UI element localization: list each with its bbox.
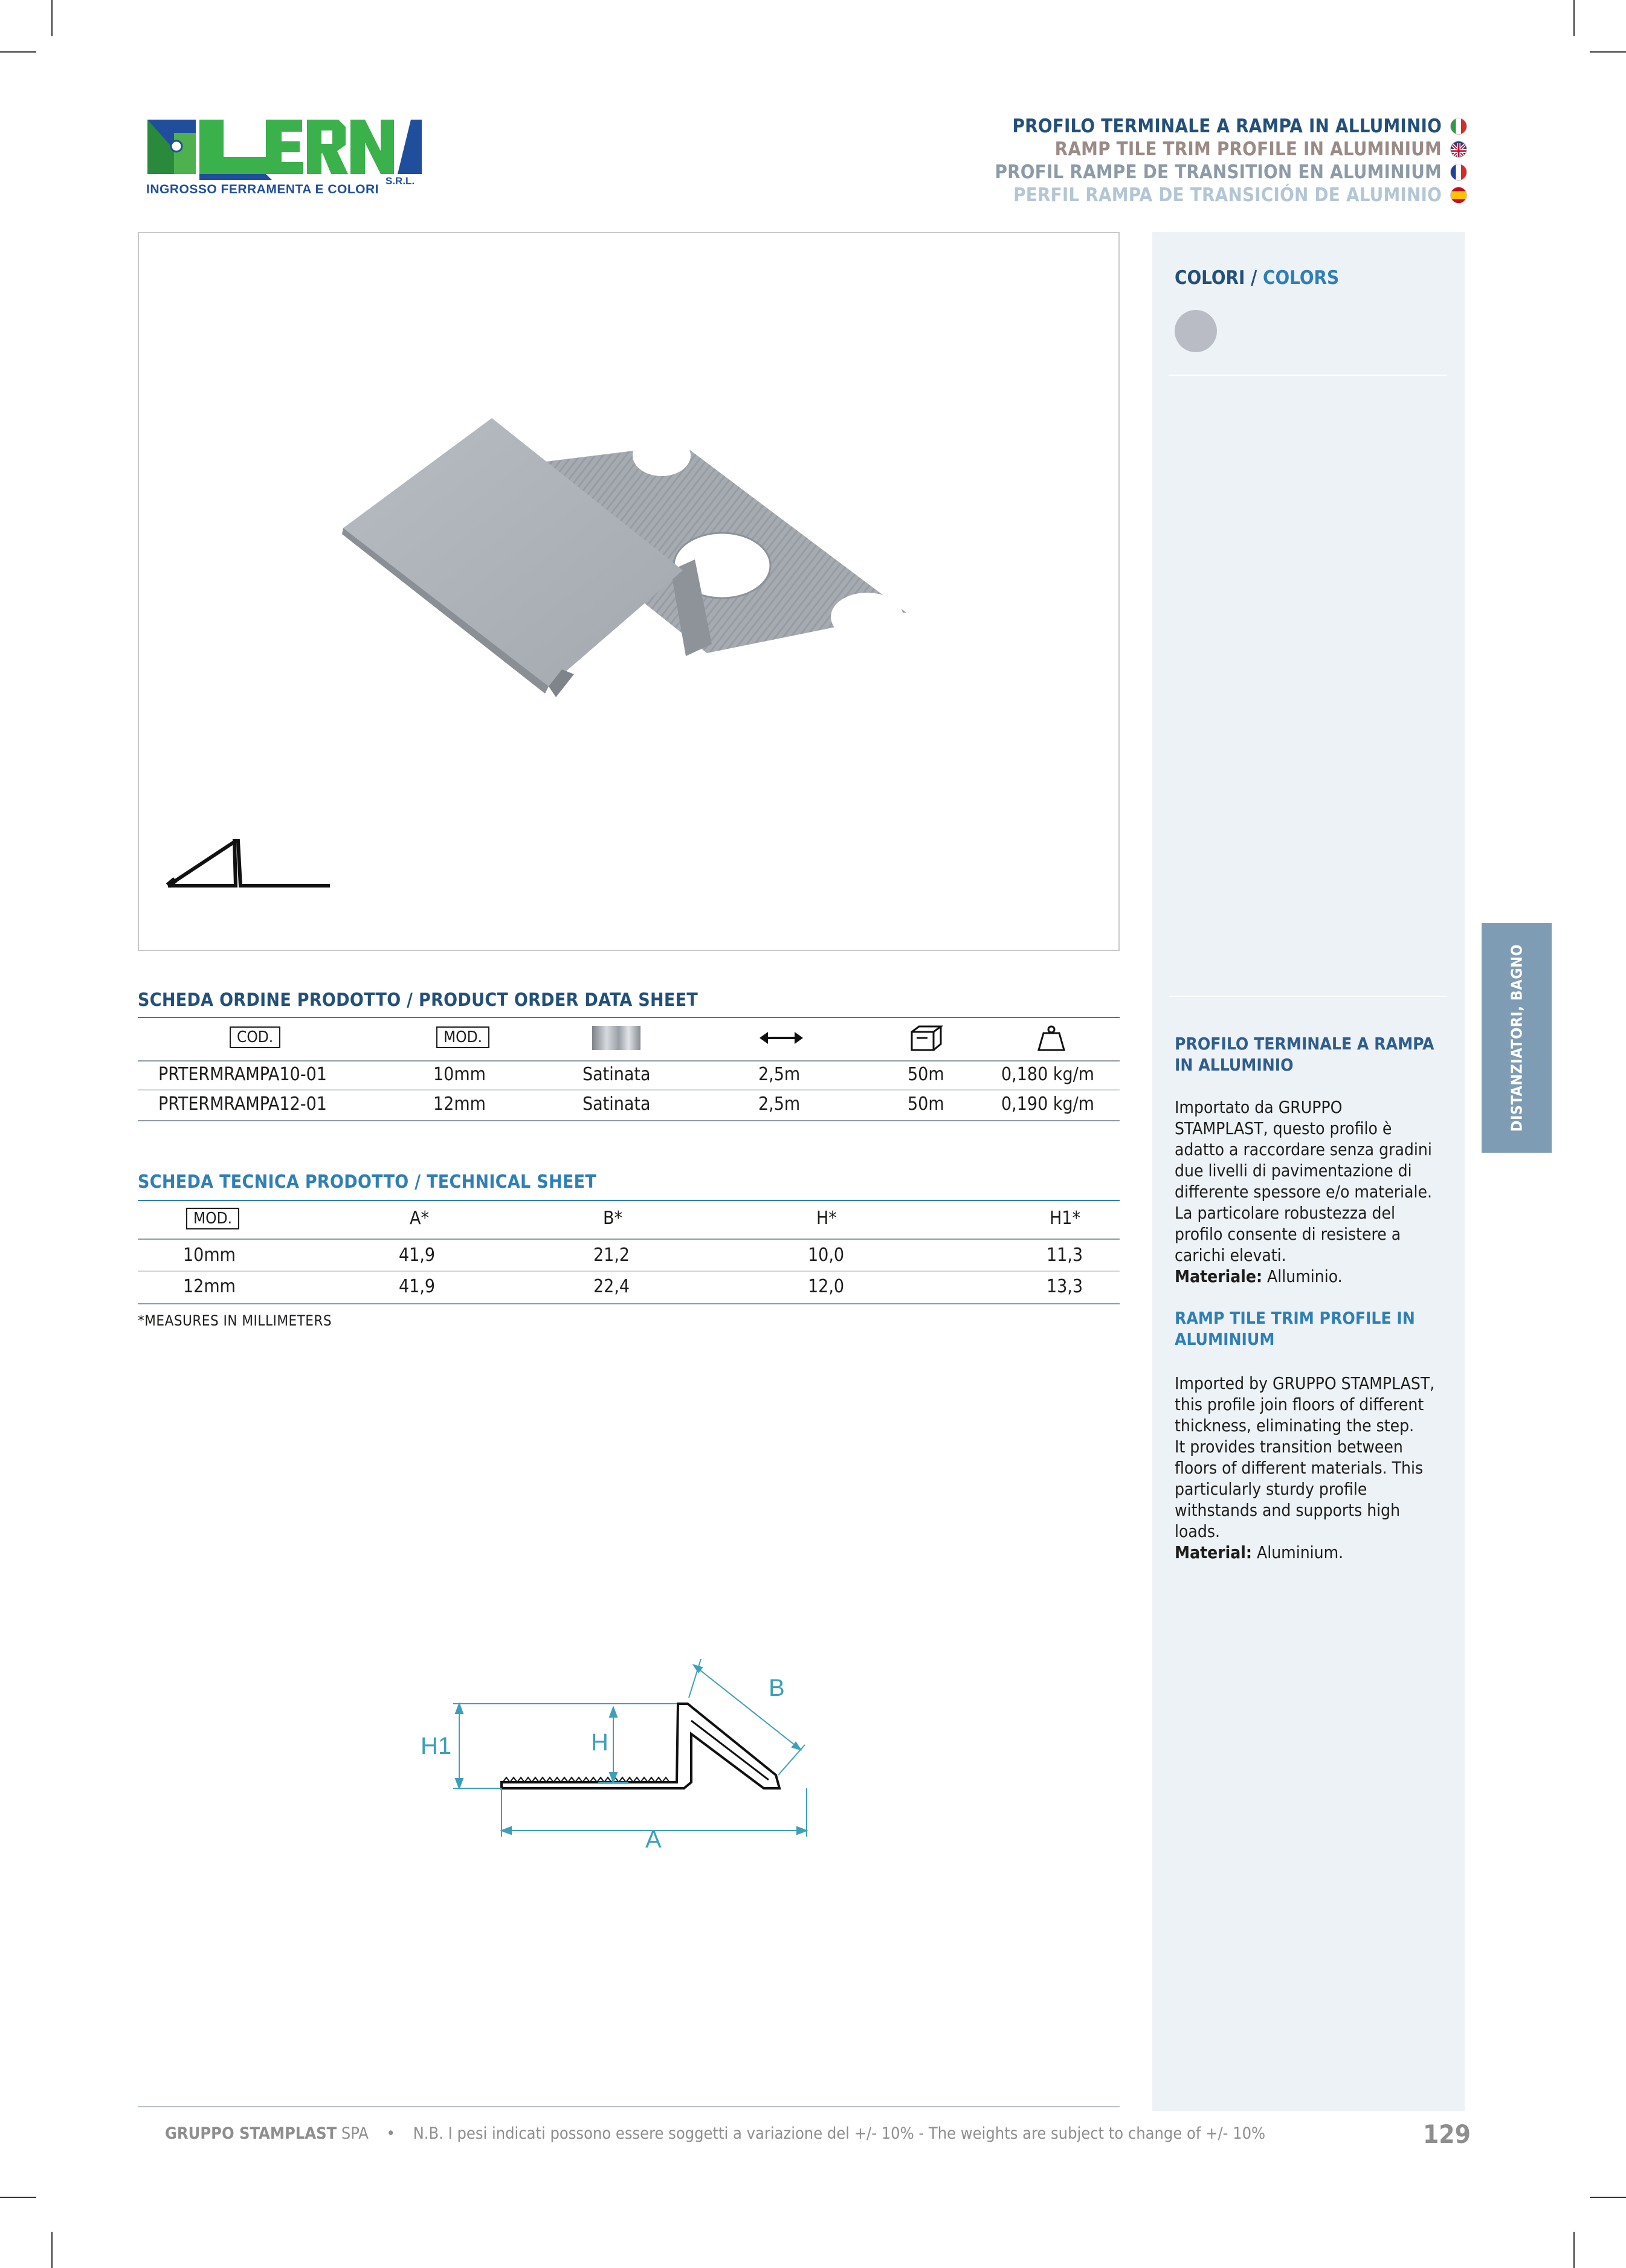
footer-text: GRUPPO STAMPLAST SPA • N.B. I pesi indicati possono essere soggetti a variazione del +/- 10% - The weights are subject to change of +/- 10% <box>165 2124 1266 2143</box>
italy-flag-icon <box>1450 118 1467 135</box>
order-row-rule <box>138 1089 1120 1091</box>
crop-mark <box>51 0 53 36</box>
crop-mark <box>1573 0 1575 36</box>
category-side-tab[interactable]: DISTANZIATORI, BAGNO <box>1482 923 1552 1153</box>
order-row-1-mod: 10mm <box>433 1064 486 1085</box>
measures-note: *MEASURES IN MILLIMETERS <box>138 1312 332 1329</box>
tech-row-2-h1: 13,3 <box>1047 1276 1083 1297</box>
footer-rule <box>138 2106 1120 2107</box>
finish-swatch-icon <box>592 1026 640 1050</box>
tech-row-1-b: 21,2 <box>593 1245 630 1266</box>
order-row-2-pack: 50m <box>908 1094 944 1115</box>
title-fr: PROFIL RAMPE DE TRANSITION EN ALUMINIUM <box>995 161 1467 184</box>
cross-section-icon <box>168 841 330 886</box>
spain-flag-icon <box>1450 187 1467 204</box>
sidebar-divider <box>1169 375 1447 376</box>
order-sheet-title: SCHEDA ORDINE PRODOTTO / PRODUCT ORDER DATA SHEET <box>138 990 698 1011</box>
desc-text-en: Imported by GRUPPO STAMPLAST, this profile join floors of different thickness, eliminating the step. It provides transition between floors of different materials. This particularly sturdy profile withstands and supports high loads. Material: Aluminium. <box>1175 1373 1435 1562</box>
company-logo <box>145 115 423 199</box>
order-row-2-finish: Satinata <box>582 1094 651 1115</box>
ramp-profile-render <box>139 233 1118 950</box>
diagram-label-h: H <box>591 1729 608 1756</box>
tech-row-2-h: 12,0 <box>808 1276 845 1297</box>
order-row-1-length: 2,5m <box>758 1064 801 1085</box>
order-row-1-pack: 50m <box>908 1064 944 1085</box>
order-row-2-weight: 0,190 kg/m <box>1001 1094 1094 1115</box>
tech-header-mod: MOD. <box>186 1207 239 1229</box>
france-flag-icon <box>1450 164 1467 181</box>
tech-row-1-h: 10,0 <box>808 1245 845 1266</box>
order-header-cod: COD. <box>230 1026 280 1048</box>
crop-mark <box>0 2197 36 2198</box>
order-row-1-cod: PRTERMRAMPA10-01 <box>158 1064 327 1085</box>
uk-flag-icon <box>1450 141 1467 158</box>
order-row-2-cod: PRTERMRAMPA12-01 <box>158 1094 327 1115</box>
tech-header-rule <box>138 1239 1120 1240</box>
color-swatch-satin[interactable] <box>1175 310 1217 352</box>
crop-mark <box>51 2232 53 2268</box>
tech-row-rule <box>138 1271 1120 1272</box>
order-row-1-weight: 0,180 kg/m <box>1001 1064 1094 1085</box>
order-row-1-finish: Satinata <box>582 1064 651 1085</box>
logo-suffix: S.R.L. <box>386 175 415 187</box>
package-box-icon <box>909 1025 943 1057</box>
title-en: RAMP TILE TRIM PROFILE IN ALUMINIUM <box>995 138 1467 161</box>
tech-header-h: H* <box>816 1208 837 1229</box>
desc-title-it: PROFILO TERMINALE A RAMPA IN ALLUMINIO <box>1175 1034 1434 1075</box>
diagram-label-h1: H1 <box>421 1733 452 1759</box>
tech-row-2-a: 41,9 <box>399 1276 436 1297</box>
colors-heading: COLORI / COLORS <box>1175 267 1340 289</box>
tech-header-b: B* <box>603 1208 623 1229</box>
tech-header-h1: H1* <box>1050 1208 1080 1229</box>
tech-sheet-rule <box>138 1200 1120 1201</box>
title-it: PROFILO TERMINALE A RAMPA IN ALLUMINIO <box>995 115 1467 138</box>
order-header-rule <box>138 1060 1120 1062</box>
tech-sheet-title: SCHEDA TECNICA PRODOTTO / TECHNICAL SHEET <box>138 1171 597 1193</box>
crop-mark <box>1590 51 1626 53</box>
desc-text-it: Importato da GRUPPO STAMPLAST, questo profilo è adatto a raccordare senza gradini due livelli di pavimentazione di differente spessore e/o materiale. La particolare robustezza del profilo consente di resistere a carichi elevati. Materiale: Alluminio. <box>1175 1097 1432 1286</box>
tech-row-2-b: 22,4 <box>593 1276 630 1297</box>
sidebar-divider <box>1169 996 1447 997</box>
crop-mark <box>0 51 36 53</box>
product-image-box <box>138 232 1120 951</box>
weight-icon <box>1036 1025 1066 1057</box>
logo-tagline: INGROSSO FERRAMENTA E COLORI <box>146 182 379 196</box>
diagram-label-b: B <box>769 1675 785 1701</box>
order-sheet-rule <box>138 1017 1120 1018</box>
desc-title-en: RAMP TILE TRIM PROFILE IN ALUMINIUM <box>1175 1308 1415 1349</box>
order-row-2-length: 2,5m <box>758 1094 801 1115</box>
page-number: 129 <box>1423 2119 1471 2149</box>
profile-cross-section-drawing <box>399 1643 858 1861</box>
dimension-diagram <box>399 1643 858 1861</box>
order-bottom-rule <box>138 1120 1120 1121</box>
tech-header-a: A* <box>410 1208 429 1229</box>
length-arrow-icon <box>758 1027 804 1054</box>
tech-row-1-h1: 11,3 <box>1047 1245 1083 1266</box>
tech-bottom-rule <box>138 1303 1120 1304</box>
crop-mark <box>1573 2232 1575 2268</box>
order-header-mod: MOD. <box>436 1026 489 1048</box>
title-es: PERFIL RAMPA DE TRANSICIÓN DE ALUMINIO <box>995 184 1467 207</box>
tech-row-1-a: 41,9 <box>399 1245 436 1266</box>
product-titles <box>995 115 1467 207</box>
crop-mark <box>1590 2197 1626 2198</box>
tech-row-2-mod: 12mm <box>183 1276 236 1297</box>
tech-row-1-mod: 10mm <box>183 1245 236 1266</box>
diagram-label-a: A <box>645 1826 662 1853</box>
order-row-2-mod: 12mm <box>433 1094 486 1115</box>
